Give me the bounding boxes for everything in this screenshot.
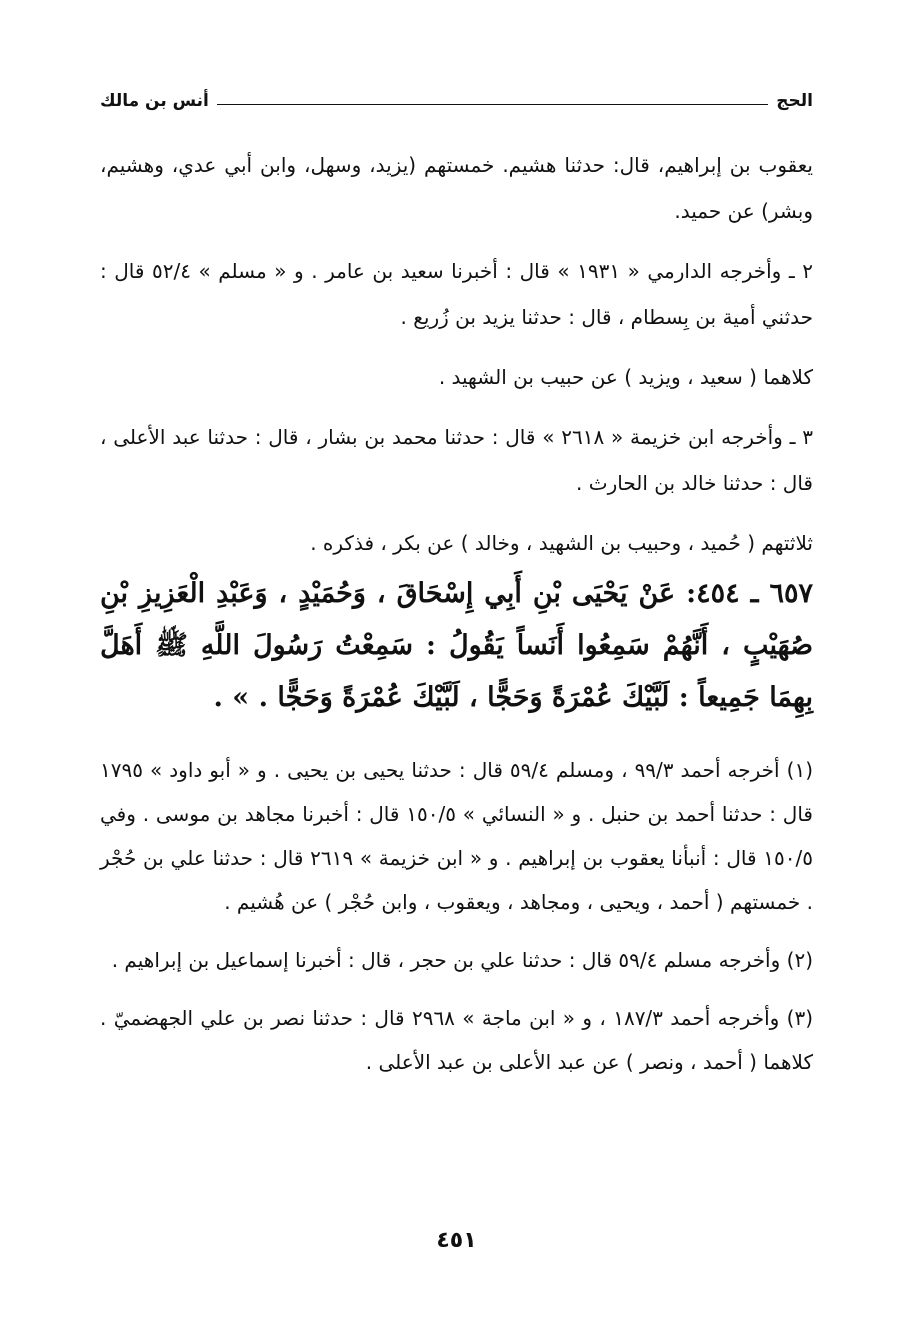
footnote-3: (٣) وأخرجه أحمد ١٨٧/٣ ، و « ابن ماجة » ٢٩٦٨ قال : حدثنا نصر بن علي الجهضميّ . كلاهما ( أحمد ، ونصر ) عن عبد الأعلى بن عبد الأعلى . — [100, 1006, 814, 1074]
header-rule — [217, 104, 768, 105]
paragraph-both: كلاهما ( سعيد ، ويزيد ) عن حبيب بن الشهيد . — [438, 365, 813, 389]
footnote-1: (١) أخرجه أحمد ٩٩/٣ ، ومسلم ٥٩/٤ قال : حدثنا يحيى بن يحيى . و « أبو داود » ١٧٩٥ قال : حدثنا أحمد بن حنبل . و « النسائي » ١٥٠/٥ قال : أخبرنا مجاهد بن موسى . وفي ١٥٠/٥ قال : أنبأنا يعقوب بن إبراهيم . و « ابن خزيمة » ٢٦١٩ قال : حدثنا علي بن حُجْر . خمستهم ( أحمد ، ويحيى ، ومجاهد ، ويعقوب ، وابن حُجْر ) عن هُشيم . — [100, 758, 814, 914]
hadith-text: ٦٥٧ ـ ٤٥٤: عَنْ يَحْيَى بْنِ أَبِي إِسْحَاقَ ، وَحُمَيْدٍ ، وَعَبْدِ الْعَزِيزِ بْنِ صُهَيْبٍ ، أَنَّهُمْ سَمِعُوا أَنَساً يَقُولُ : سَمِعْتُ رَسُولَ اللَّهِ ﷺ أَهَلَّ بِهِمَا جَمِيعاً : لَبَّيْكَ عُمْرَةً وَحَجًّا ، لَبَّيْكَ عُمْرَةً وَحَجًّا . » . — [100, 578, 813, 713]
page-number: ٤٥١ — [436, 1228, 477, 1253]
paragraph-darimi: ٢ ـ وأخرجه الدارمي « ١٩٣١ » قال : أخبرنا سعيد بن عامر . و « مسلم » ٥٢/٤ قال : حدثني أمية بن بِسطام ، قال : حدثنا يزيد بن زُريع . — [100, 259, 814, 329]
footnotes — [100, 748, 813, 1084]
author-title: أنس بن مالك — [100, 91, 209, 111]
paragraph-ibn-khuzayma: ٣ ـ وأخرجه ابن خزيمة « ٢٦١٨ » قال : حدثنا محمد بن بشار ، قال : حدثنا عبد الأعلى ، قال : حدثنا خالد بن الحارث . — [100, 425, 813, 495]
footnote-2: (٢) وأخرجه مسلم ٥٩/٤ قال : حدثنا علي بن حجر ، قال : أخبرنا إسماعيل بن إبراهيم . — [111, 948, 813, 972]
running-header — [100, 86, 813, 116]
main-text — [100, 142, 813, 724]
paragraph-three: ثلاثتهم ( حُميد ، وحبيب بن الشهيد ، وخالد ) عن بكر ، فذكره . — [310, 531, 813, 555]
paragraph-continuation: يعقوب بن إبراهيم، قال: حدثنا هشيم. خمستهم (يزيد، وسهل، وابن أبي عدي، وهشيم، وبشر) عن حميد. — [100, 153, 813, 223]
chapter-title: الحج — [776, 91, 813, 111]
